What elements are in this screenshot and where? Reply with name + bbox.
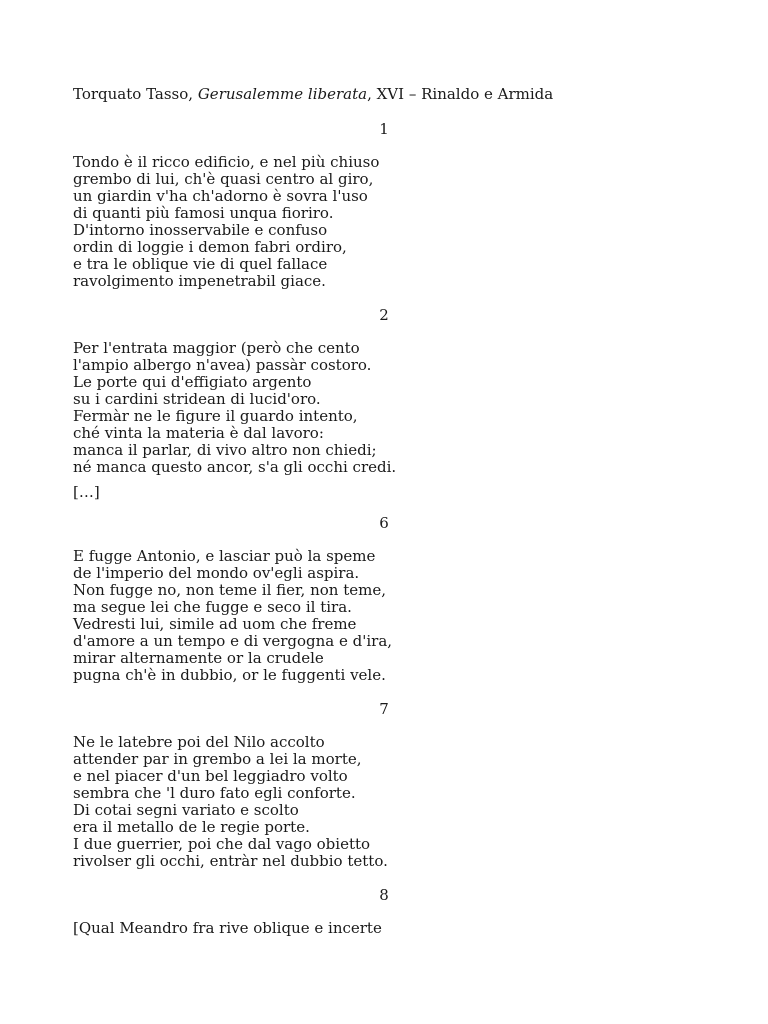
verse-line: né manca questo ancor, s'a gli occhi credi. <box>73 458 397 476</box>
title-author: Torquato Tasso, <box>73 85 198 103</box>
stanza-6 <box>73 548 695 684</box>
stanza-number: 8 <box>379 886 389 904</box>
verse-line: rivolser gli occhi, entràr nel dubbio tetto. <box>73 852 388 870</box>
verse-line: Ne le latebre poi del Nilo accolto <box>73 733 325 751</box>
verse-line: attender par in grembo a lei la morte, <box>73 750 362 768</box>
document-page <box>73 85 695 937</box>
stanza-number: 7 <box>379 700 389 718</box>
title-rest: , XVI – Rinaldo e Armida <box>367 85 554 103</box>
stanza-1 <box>73 154 695 290</box>
verse-line: e nel piacer d'un bel leggiadro volto <box>73 767 348 785</box>
omission-marker: […] <box>73 483 100 501</box>
verse-line: d'amore a un tempo e di vergogna e d'ira, <box>73 632 393 650</box>
verse-line: ordin di loggie i demon fabri ordiro, <box>73 238 347 256</box>
title-work: Gerusalemme liberata <box>197 85 368 103</box>
verse-line: Vedresti lui, simile ad uom che freme <box>73 615 357 633</box>
verse-line: di quanti più famosi unqua fioriro. <box>73 204 334 222</box>
verse-line: ché vinta la materia è dal lavoro: <box>73 424 324 442</box>
verse-line: E fugge Antonio, e lasciar può la speme <box>73 547 376 565</box>
verse-line: su i cardini stridean di lucid'oro. <box>73 390 321 408</box>
verse-line: e tra le oblique vie di quel fallace <box>73 255 328 273</box>
stanza-7 <box>73 734 695 870</box>
verse-line: Le porte qui d'effigiato argento <box>73 373 312 391</box>
verse-line: Tondo è il ricco edificio, e nel più chiuso <box>73 153 380 171</box>
stanza-number: 1 <box>379 120 389 138</box>
stanza-number: 2 <box>379 306 389 324</box>
verse-line: un giardin v'ha ch'adorno è sovra l'uso <box>73 187 368 205</box>
verse-line: Fermàr ne le figure il guardo intento, <box>73 407 358 425</box>
verse-line: Di cotai segni variato e scolto <box>73 801 299 819</box>
verse-line: grembo di lui, ch'è quasi centro al giro, <box>73 170 374 188</box>
verse-line: pugna ch'è in dubbio, or le fuggenti vele. <box>73 666 386 684</box>
verse-line: D'intorno inosservabile e confuso <box>73 221 328 239</box>
verse-line: sembra che 'l duro fato egli conforte. <box>73 784 356 802</box>
verse-line: ravolgimento impenetrabil giace. <box>73 272 326 290</box>
verse-line: [Qual Meandro fra rive oblique e incerte <box>73 919 382 937</box>
document-title <box>73 85 695 103</box>
verse-line: era il metallo de le regie porte. <box>73 818 310 836</box>
verse-line: de l'imperio del mondo ov'egli aspira. <box>73 564 360 582</box>
verse-line: I due guerrier, poi che dal vago obietto <box>73 835 371 853</box>
verse-line: Non fugge no, non teme il fier, non teme, <box>73 581 386 599</box>
stanza-number: 6 <box>379 514 389 532</box>
verse-line: Per l'entrata maggior (però che cento <box>73 339 360 357</box>
verse-line: manca il parlar, di vivo altro non chiedi; <box>73 441 377 459</box>
verse-line: mirar alternamente or la crudele <box>73 649 324 667</box>
verse-line: ma segue lei che fugge e seco il tira. <box>73 598 352 616</box>
stanza-2 <box>73 340 695 476</box>
verse-line: l'ampio albergo n'avea) passàr costoro. <box>73 356 372 374</box>
